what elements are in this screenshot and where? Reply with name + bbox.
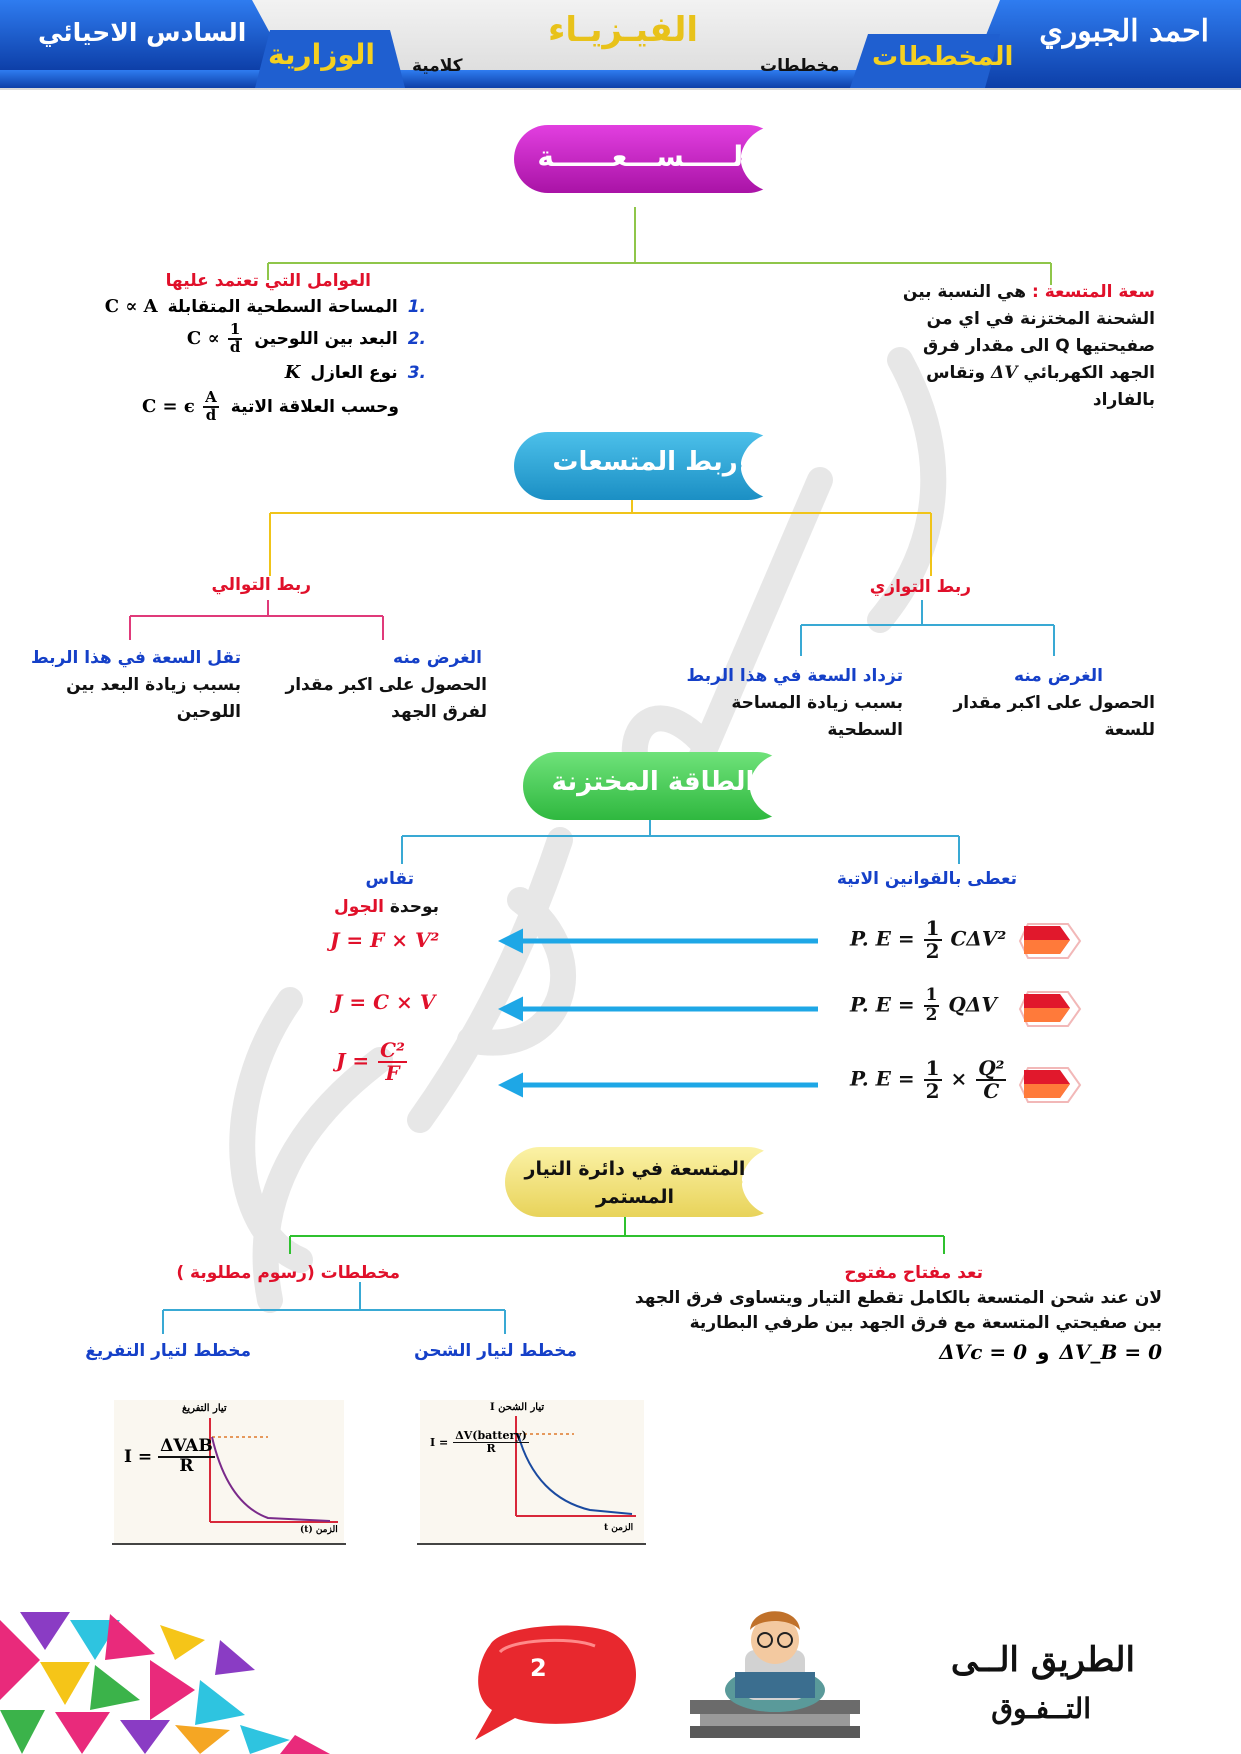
relation-formula [142,390,221,424]
energy-2-rest: QΔV [948,992,997,1017]
parallel-connectors [801,600,1054,656]
energy-formula-3 [850,1058,1008,1102]
header-subtitle-left: كلامية [412,56,463,76]
relation-text: وحسب العلاقة الاتية [230,396,399,417]
bullet-icon [1020,924,1080,958]
series-purpose-title: الغرض منه [393,648,482,668]
bullet-icon [1020,1068,1080,1102]
slogan-line-2: التــفـوق [991,1692,1091,1725]
energy-formula-1 [850,918,1006,962]
factor-2-den: d [229,337,241,356]
explanation-line-1: لان عند شحن المتسعة بالكامل تقطع التيار ويتساوى فرق الجهد [634,1288,1162,1308]
s1-connectors [268,207,1051,285]
factor-2-num: 1 [229,320,241,338]
parallel-effect [687,663,903,744]
parallel-effect-line-1: بسبب زيادة المساحة [731,693,903,713]
factor-1-number: .1 [407,296,426,317]
header-subject: الفيـزيـاء [548,10,699,50]
s3-connectors [402,820,959,864]
unit-prefix: بوحدة [389,897,439,917]
series-purpose-line-1: الحصول على اكبر مقدار [285,675,487,695]
bullet-icon [1020,992,1080,1026]
charge-eq-num: ΔV(battery) [455,1429,527,1442]
factor-1-formula: C ∝ A [104,296,158,317]
parallel-purpose-title: الغرض منه [1014,666,1103,686]
energy-1-den: 2 [925,939,940,963]
page-number-bubble [475,1626,636,1740]
factor-3 [285,362,426,383]
diagrams-title: مخططات (رسوم مطلوبة ) [176,1263,400,1283]
measured-title: تقاس [365,869,414,889]
joule-formula-1: J = F × V² [330,928,440,952]
definition-delta-v: ΔV [991,363,1018,383]
series-effect-line-1: بسبب زيادة البعد بين [66,675,241,695]
definition-line-2: صفيحتيها Q الى مقدار فرق [923,336,1155,356]
series-effect-line-2: اللوحين [176,702,241,722]
joule-3-lhs: J = [336,1048,370,1073]
factor-2-formula [187,322,244,356]
energy-1-lhs: P. E = [850,926,915,951]
series-purpose [285,645,487,726]
s4-connectors [290,1217,944,1254]
unit-line [334,894,439,921]
factor-2 [187,322,426,356]
charge-ylabel: تيار الشحن I [490,1402,545,1413]
definition-last-line: بالفاراد [1092,390,1155,410]
open-switch-title: تعد مفتاح مفتوح [844,1263,983,1283]
s4-title-line-1: المتسعة في دائرة التيار [524,1158,746,1180]
page-number: 2 [530,1654,547,1682]
energy-3-den: 2 [925,1079,940,1103]
charge-eq-lhs: I = [430,1435,449,1449]
s3-bullet-icons [1020,924,1080,1102]
s1-title: الـــــســـعــــــة [537,140,753,173]
series-purpose-line-2: لفرق الجهد [391,702,487,722]
factor-3-text: نوع العازل [310,362,398,383]
joule-formula-3 [336,1040,409,1084]
parallel-effect-line-2: السطحية [827,720,903,740]
factor-2-formula-prefix: C ∝ [186,327,220,349]
definition-term: سعة المتسعة [1044,282,1155,302]
discharging-title: مخطط لتيار التفريغ [85,1341,251,1361]
discharge-ylabel: تيار التفريغ [182,1403,227,1414]
joule-formula-2: J = C × V [333,990,436,1014]
factors-title: العوامل التي تعتمد عليها [165,271,371,291]
definition-line-3-prefix: الجهد الكهربائي [1023,363,1155,383]
series-title: ربط التوالي [211,575,311,595]
discharge-eq-num: ΔVAB [160,1436,213,1456]
energy-1-rest: CΔV² [950,926,1007,951]
definition-line-1: الشحنة المختزنة في اي من [926,309,1155,329]
diagram-connectors [163,1282,505,1334]
charging-title: مخطط لتيار الشحن [414,1341,577,1361]
definition-line-3-suffix: وتقاس [926,363,986,383]
header-subtitle-right: مخططات [760,56,840,76]
energy-3-num: 1 [925,1056,940,1080]
header-grade: السادس الاحيائي [38,18,247,47]
factor-2-text: البعد بين اللوحين [254,328,398,349]
s4-title-line-2: المستمر [595,1186,675,1208]
energy-2-lhs: P. E = [850,992,915,1017]
joule-3-den: F [385,1061,400,1085]
factor-3-symbol: K [284,362,301,383]
charge-equation [430,1430,531,1454]
factor-1 [105,296,426,317]
s2-title: ربط المتسعات [552,447,738,477]
open-switch-explanation [635,1286,1162,1336]
voltage-equations [939,1340,1162,1364]
parallel-title: ربط التوازي [869,577,971,597]
eq-vb: ΔV_B = 0 [1059,1340,1162,1364]
parallel-effect-title: تزداد السعة في هذا الربط [686,666,903,686]
parallel-purpose-line-2: للسعة [1104,720,1155,740]
discharge-eq-lhs: I = [124,1446,153,1467]
energy-1-num: 1 [925,916,940,940]
s2-connectors [270,500,931,576]
header-author: احمد الجبوري [1039,14,1209,49]
energy-2-num: 1 [925,985,938,1005]
parallel-purpose [953,663,1155,744]
unit-value: الجول [334,897,384,917]
energy-3-lhs: P. E = [850,1066,915,1091]
laws-title: تعطى بالقوانين الاتية [836,869,1017,889]
definition-colon: : [1031,282,1039,302]
energy-3-num2: Q² [978,1056,1005,1080]
energy-formula-2 [850,987,997,1025]
factor-3-number: .3 [407,362,426,383]
eq-and: و [1037,1340,1050,1364]
discharge-xlabel: الزمن (t) [300,1525,338,1535]
footer-triangles [0,1612,330,1754]
discharge-equation [124,1438,217,1476]
eq-vc: ΔVc = 0 [939,1340,1028,1364]
parallel-purpose-line-1: الحصول على اكبر مقدار [953,693,1155,713]
series-connectors [130,600,383,640]
capacitance-relation [142,390,399,424]
relation-prefix: C = ϵ [141,395,195,417]
series-effect-title: تقل السعة في هذا الربط [30,648,241,668]
series-effect [31,645,241,726]
discharge-eq-den: R [179,1455,194,1476]
energy-3-den2: C [983,1079,1000,1103]
relation-num: A [205,388,217,406]
joule-3-num: C² [380,1038,405,1062]
s4-title [510,1155,760,1211]
charge-eq-den: R [486,1441,496,1455]
explanation-line-2: بين صفيحتي المتسعة مع فرق الجهد بين طرفي البطارية [689,1313,1162,1333]
energy-3-times: × [950,1066,968,1091]
factor-2-number: .2 [407,328,426,349]
slogan-line-1: الطريق الــى [950,1640,1135,1680]
factor-1-text: المساحة السطحية المتقابلة [167,296,398,317]
relation-den: d [205,405,217,424]
capacitance-definition [903,279,1155,414]
charge-xlabel: الزمن t [604,1523,634,1533]
s3-title: الطاقة المختزنة [551,767,755,797]
header-section-badge-label: المخططات [872,42,1014,72]
header-ministerial-label: الوزارية [268,38,375,71]
energy-2-den: 2 [925,1004,938,1025]
definition-lead: هي النسبة بين [902,282,1027,302]
student-illustration-icon [690,1611,860,1738]
